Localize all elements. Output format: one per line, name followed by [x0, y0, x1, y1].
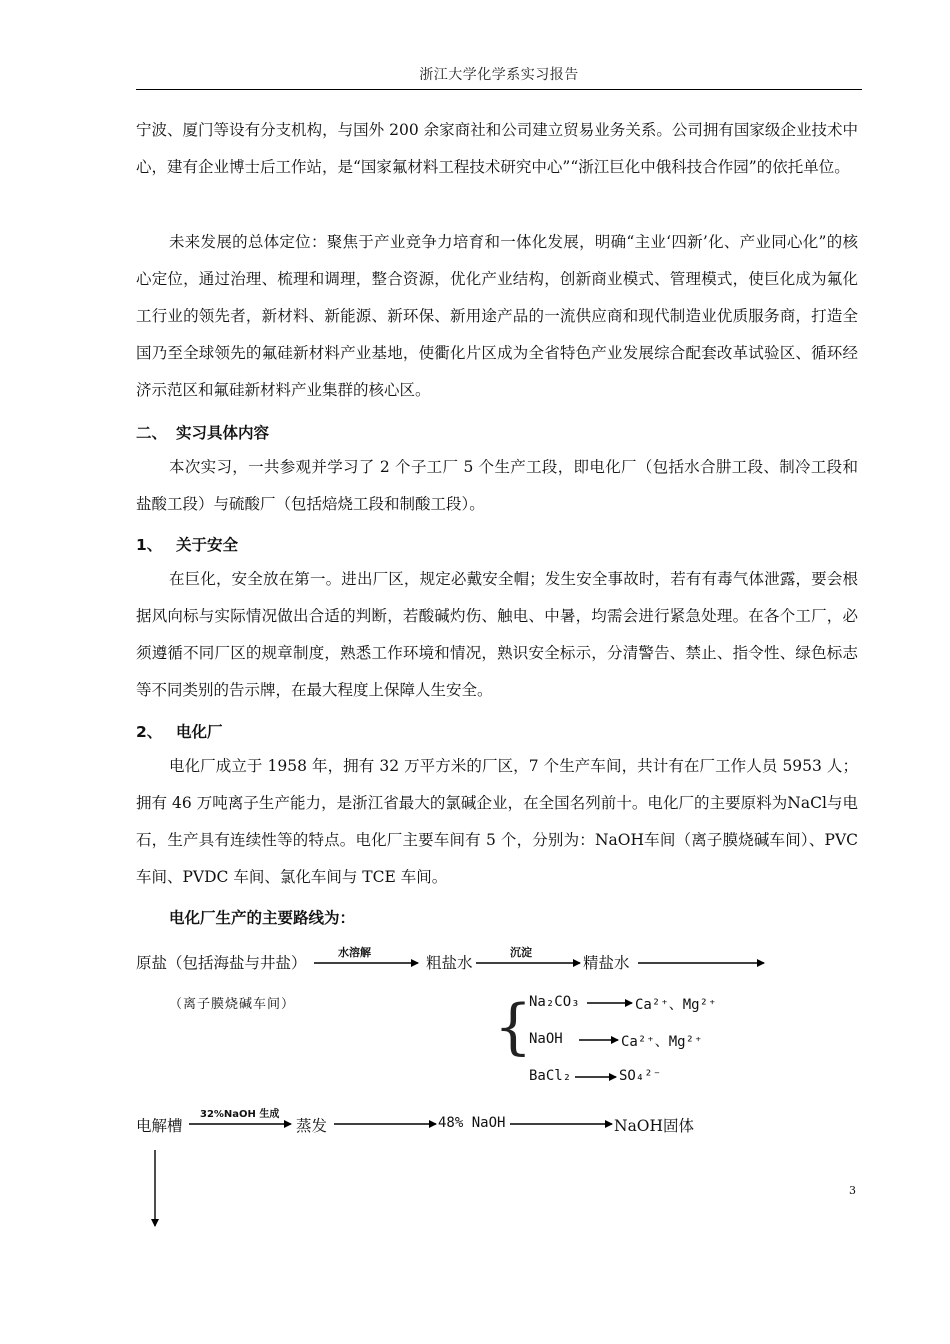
paragraph-overview: 本次实习，一共参观并学习了 2 个子工厂 5 个生产工段，即电化厂（包括水合肼工段、制冷工段和盐酸工段）与硫酸厂（包括焙烧工段和制酸工段）。 [136, 458, 858, 513]
page-header: 浙江大学化学系实习报告 [419, 67, 579, 83]
flow-raw-salt: 原盐（包括海盐与井盐） [136, 954, 307, 972]
flow-removes-3: SO₄²⁻ [619, 1068, 662, 1084]
paragraph-safety: 在巨化，安全放在第一。进出厂区，规定必戴安全帽；发生安全事故时，若有有毒气体泄露，要会根据风向标与实际情况做出合适的判断，若酸碱灼伤、触电、中暑，均需会进行紧急处理。在各个工厂，必须遵循不同厂区的规章制度，熟悉工作环境和情况，熟识安全标示，分清警告、禁止、指令性、绿色标志等不同类别的告示牌，在最大程度上保障人生安全。 [136, 570, 858, 699]
flow-removes-2: Ca²⁺、Mg²⁺ [621, 1034, 703, 1050]
flow-reagent-naoh: NaOH [529, 1031, 563, 1047]
flow-step-precipitate: 沉淀 [510, 946, 532, 959]
route-title: 电化厂生产的主要路线为： [169, 909, 356, 927]
section-title: 实习具体内容 [176, 424, 270, 442]
section-number: 二、 [136, 424, 168, 442]
flow-workshop-note: （离子膜烧碱车间） [169, 997, 296, 1012]
page-number: 3 [849, 1184, 856, 1197]
flow-removes-1: Ca²⁺、Mg²⁺ [635, 997, 717, 1013]
subheading-number: 2、 [136, 723, 163, 741]
flow-brace: { [494, 992, 533, 1062]
flow-reagent-na2co3: Na₂CO₃ [529, 994, 580, 1010]
flow-naoh-48: 48% NaOH [438, 1115, 506, 1131]
paragraph-future: 未来发展的总体定位：聚焦于产业竞争力培育和一体化发展，明确“主业‘四新’化、产业同心化”的核心定位，通过治理、梳理和调理，整合资源，优化产业结构，创新商业模式、管理模式，使巨化成为氟化工行业的领先者，新材料、新能源、新环保、新用途产品的一流供应商和现代制造业优质服务商，打造全国乃至全球领先的氟硅新材料产业基地，使衢化片区成为全省特色产业发展综合配套改革试验区、循环经济示范区和氟硅新材料产业集群的核心区。 [136, 233, 858, 399]
flow-evaporate: 蒸发 [296, 1117, 328, 1135]
subheading-title: 关于安全 [176, 536, 239, 554]
flow-step-dissolve: 水溶解 [338, 946, 371, 959]
flow-refined-brine: 精盐水 [583, 954, 630, 972]
subheading-title: 电化厂 [176, 723, 223, 741]
flow-electrolyzer: 电解槽 [136, 1117, 183, 1135]
flow-reagent-bacl2: BaCl₂ [529, 1068, 572, 1084]
paragraph-company: 宁波、厦门等设有分支机构，与国外 200 余家商社和公司建立贸易业务关系。公司拥有国家级企业技术中心，建有企业博士后工作站，是“国家氟材料工程技术研究中心”“浙江巨化中俄科技合作园”的依托单位。 [136, 121, 858, 176]
paragraph-plant: 电化厂成立于 1958 年，拥有 32 万平方米的厂区，7 个生产车间，共计有在厂工作人员 5953 人；拥有 46 万吨离子生产能力，是浙江省最大的氯碱企业，在全国名列前十。电化厂的主要原料为NaCl与电石，生产具有连续性等的特点。电化厂主要车间有 5 个，分别为：NaOH车间（离子膜烧碱车间）、PVC 车间、PVDC 车间、氯化车间与 TCE 车间。 [136, 757, 858, 886]
flow-naoh-solid: NaOH固体 [614, 1117, 695, 1135]
flow-crude-brine: 粗盐水 [426, 954, 473, 972]
subheading-number: 1、 [136, 536, 163, 554]
flow-step-naoh: 32%NaOH 生成 [200, 1109, 280, 1120]
